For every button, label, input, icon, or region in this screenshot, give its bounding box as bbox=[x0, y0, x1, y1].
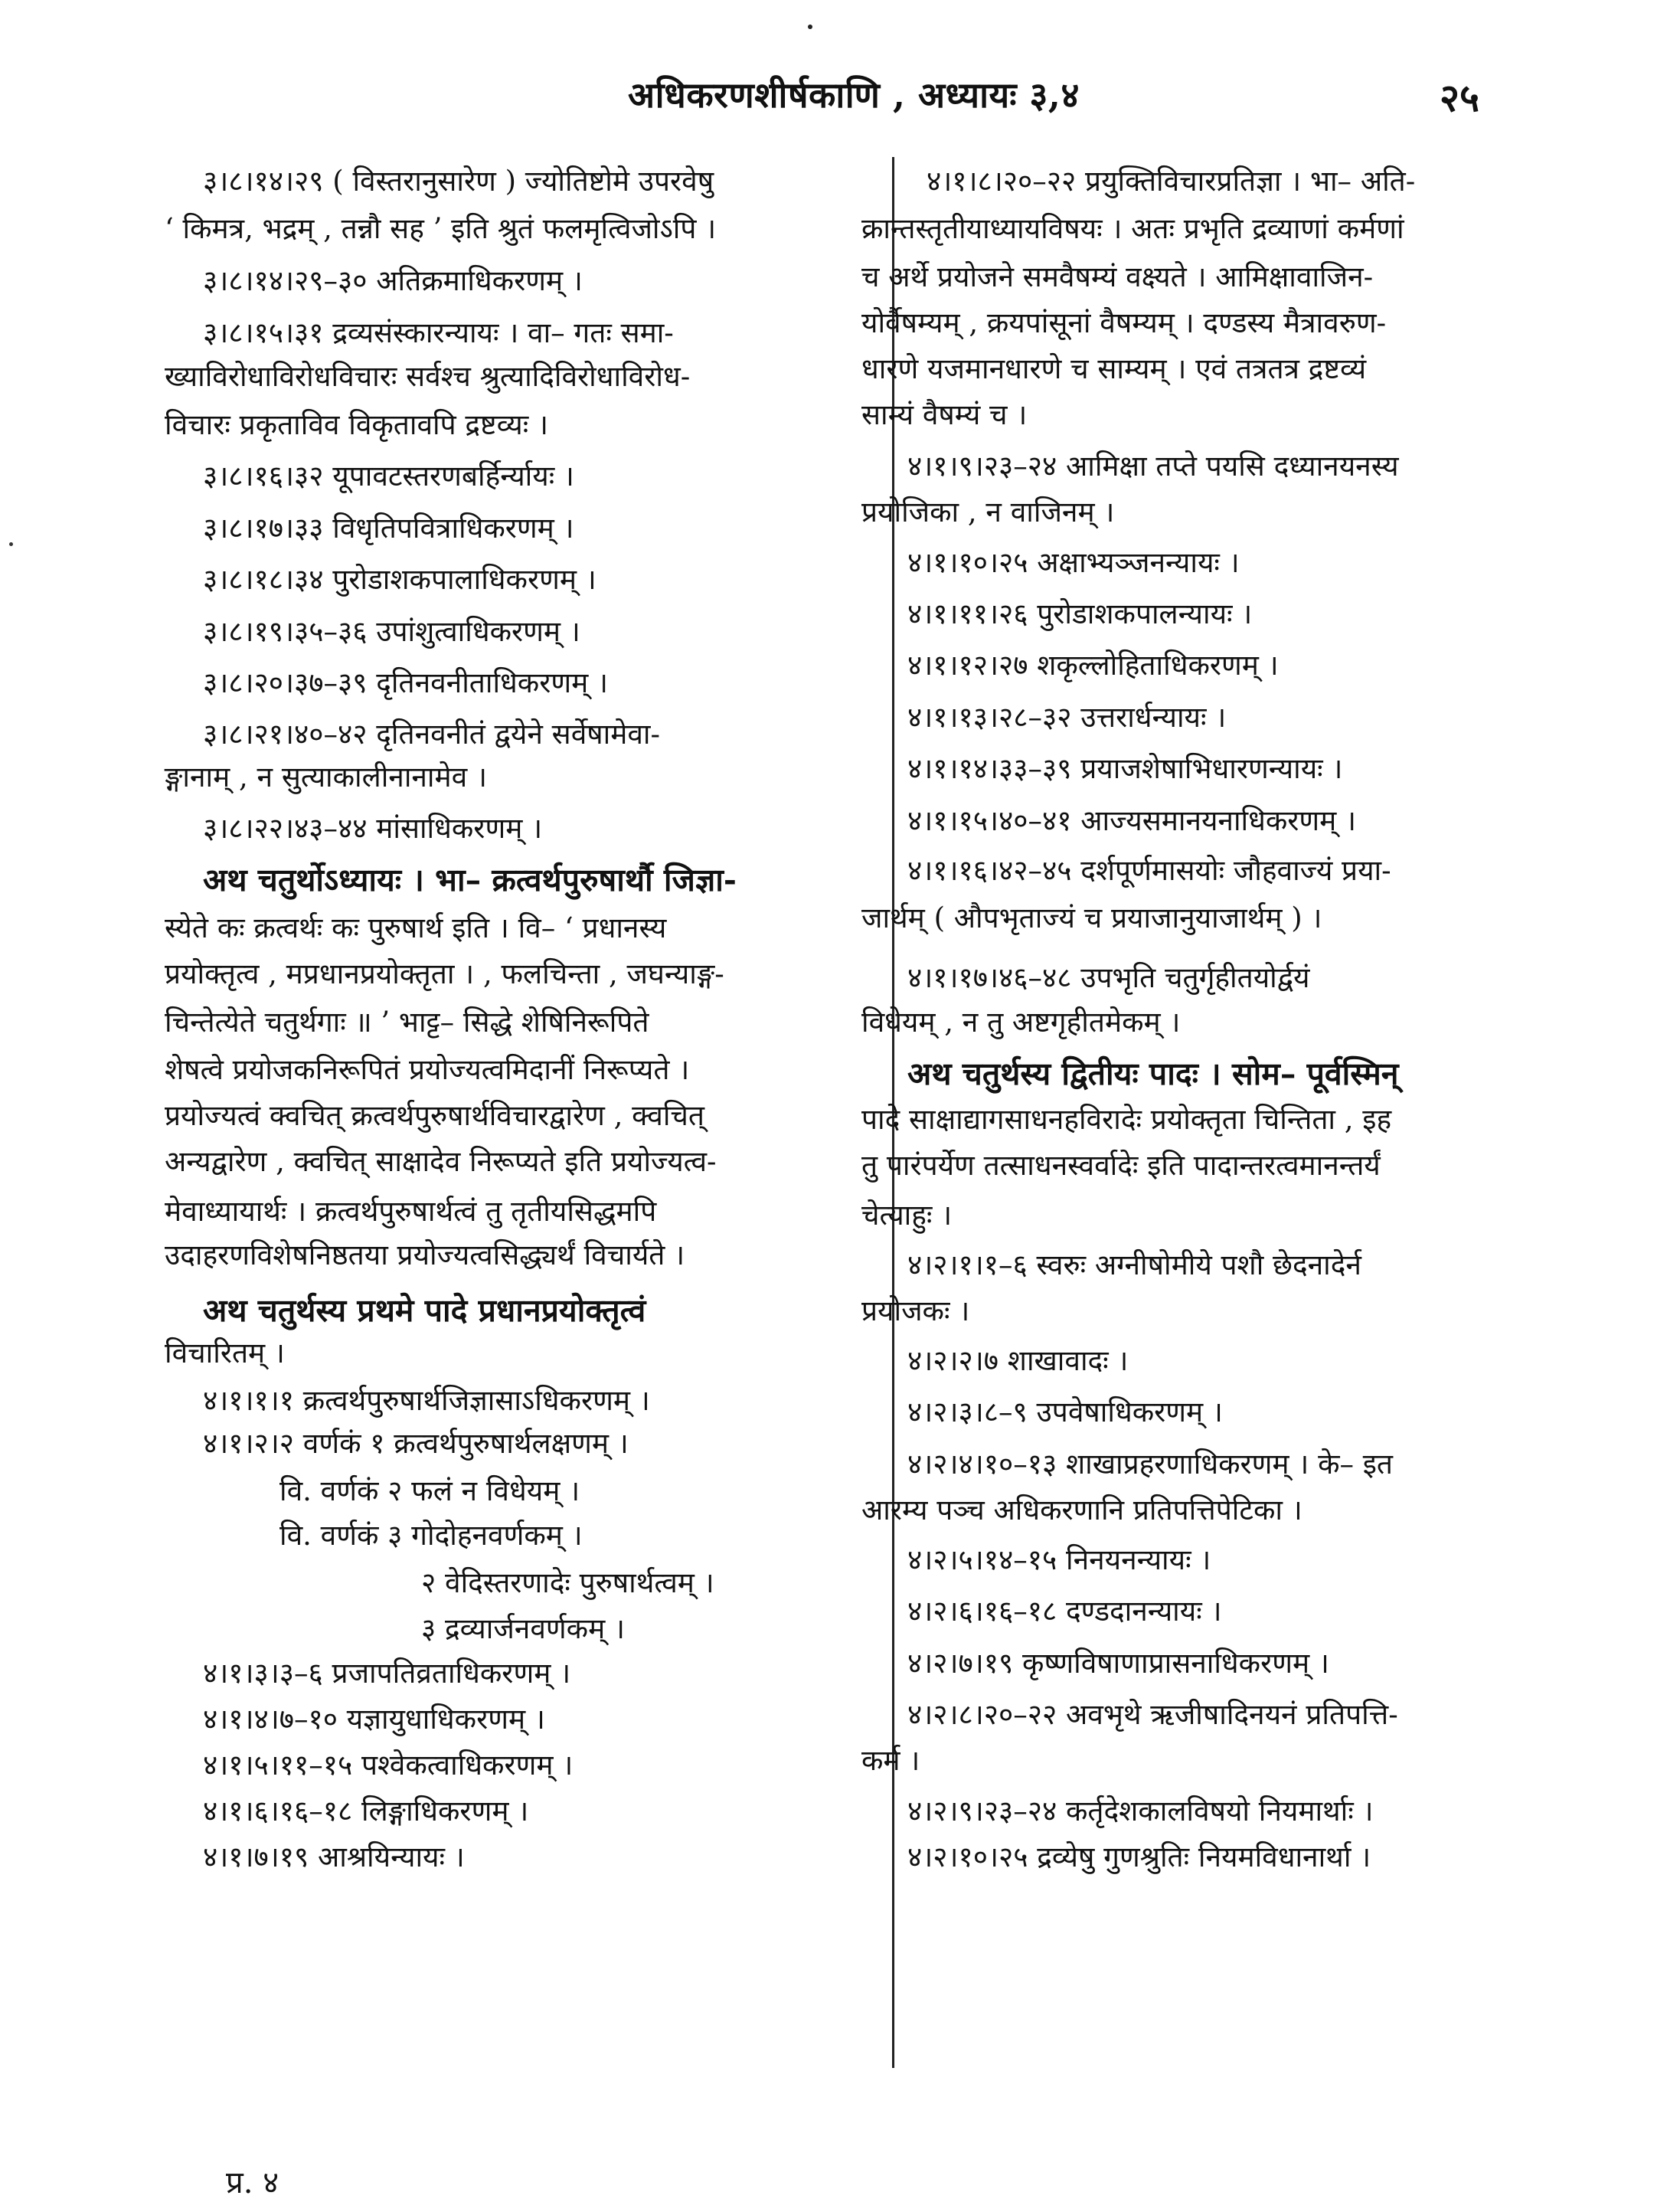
left-column-line: ४।१।४।७–१० यज्ञायुधाधिकरणम् । bbox=[203, 1703, 545, 1736]
left-column-line: ३।८।२१।४०–४२ दृतिनवनीतं द्वयेने सर्वेषामेवा- bbox=[203, 718, 661, 751]
left-column-line: चिन्तेत्येते चतुर्थगाः ॥ ’ भाट्ट– सिद्धे शेषिनिरूपिते bbox=[165, 1006, 649, 1039]
right-column-line: ४।२।३।८–९ उपवेषाधिकरणम् । bbox=[907, 1395, 1223, 1428]
left-column-line: स्येते कः क्रत्वर्थः कः पुरुषार्थ इति । वि– ‘ प्रधानस्य bbox=[165, 911, 667, 944]
right-column-line: च अर्थे प्रयोजने समवैषम्यं वक्ष्यते । आमिक्षावाजिन- bbox=[861, 260, 1374, 293]
left-column-line: ३।८।१९।३५–३६ उपांशुत्वाधिकरणम् । bbox=[203, 615, 580, 648]
left-column-line: उदाहरणविशेषनिष्ठतया प्रयोज्यत्वसिद्ध्यर्थं विचार्यते । bbox=[165, 1238, 685, 1271]
right-column-line: ४।२।४।१०–१३ शाखाप्रहरणाधिकरणम् । के– इत bbox=[907, 1448, 1394, 1481]
left-column-line: ३।८।१४।२९–३० अतिक्रमाधिकरणम् । bbox=[203, 264, 583, 297]
printer-signature-mark: प्र. ४ bbox=[226, 2165, 279, 2200]
left-column-line: ‘ किमत्र, भद्रम् , तन्नौ सह ’ इति श्रुतं फलमृत्विजोऽपि । bbox=[165, 212, 717, 245]
left-column-line: ३।८।१५।३१ द्रव्यसंस्कारन्यायः । वा– गतः समा- bbox=[203, 316, 674, 349]
right-column-line: तु पारंपर्येण तत्साधनस्वर्वादेः इति पादान्तरत्वमानन्तर्यं bbox=[861, 1149, 1381, 1182]
right-column-line: ४।२।५।१४–१५ निनयनन्यायः । bbox=[907, 1543, 1211, 1576]
right-column-line: ४।१।१०।२५ अक्षाभ्यञ्जनन्यायः । bbox=[907, 546, 1240, 579]
right-column-line: प्रयोजकः । bbox=[861, 1294, 970, 1327]
left-column-line: ३।८।१६।३२ यूपावटस्तरणबर्हिर्न्यायः । bbox=[203, 460, 574, 492]
left-column-line: मेवाध्यायार्थः । क्रत्वर्थपुरुषार्थत्वं तु तृतीयसिद्धमपि bbox=[165, 1195, 657, 1228]
print-speck bbox=[808, 25, 812, 29]
left-column-line: ४।१।७।१९ आश्रयिन्यायः । bbox=[203, 1840, 465, 1873]
right-column-line: कर्म । bbox=[861, 1744, 920, 1777]
right-column-line: ४।१।९।२३–२४ आमिक्षा तप्ते पयसि दध्यानयनस्य bbox=[907, 450, 1399, 483]
right-column-line: ४।१।१७।४६–४८ उपभृति चतुर्गृहीतयोर्द्वयं bbox=[907, 961, 1310, 994]
right-column-line: अथ चतुर्थस्य द्वितीयः पादः । सोम– पूर्वस्मिन् bbox=[907, 1055, 1399, 1092]
right-column-line: ४।१।१२।२७ शकृल्लोहिताधिकरणम् । bbox=[907, 649, 1279, 682]
left-column-line: ४।१।५।११–१५ पश्वेकत्वाधिकरणम् । bbox=[203, 1749, 574, 1782]
right-column-line: ४।१।१४।३३–३९ प्रयाजशेषाभिधारणन्यायः । bbox=[907, 752, 1343, 785]
left-column-line: ३।८।२०।३७–३९ दृतिनवनीताधिकरणम् । bbox=[203, 666, 609, 699]
left-column-line: ३ द्रव्यार्जनवर्णकम् । bbox=[421, 1612, 625, 1645]
left-column-line: वि. वर्णकं २ फलं न विधेयम् । bbox=[279, 1474, 580, 1507]
left-column-line: ४।१।६।१६–१८ लिङ्गाधिकरणम् । bbox=[203, 1795, 529, 1827]
right-column-line: आरम्य पञ्च अधिकरणानि प्रतिपत्तिपेटिका । bbox=[861, 1494, 1302, 1526]
right-column-line: प्रयोजिका , न वाजिनम् । bbox=[861, 496, 1115, 528]
margin-speck bbox=[9, 542, 13, 546]
right-column-line: पादे साक्षाद्यागसाधनहविरादेः प्रयोक्तृता चिन्तिता , इह bbox=[861, 1103, 1392, 1136]
left-column-line: अथ चतुर्थोऽध्यायः । भा– क्रत्वर्थपुरुषार्थौ जिज्ञा- bbox=[203, 862, 737, 898]
right-column-line: जार्थम् ( औपभृताज्यं च प्रयाजानुयाजार्थम् ) । bbox=[861, 901, 1322, 934]
right-column-line: ४।२।२।७ शाखावादः । bbox=[907, 1344, 1129, 1377]
right-column-line: ४।२।१०।२५ द्रव्येषु गुणश्रुतिः नियमविधानार्था । bbox=[907, 1840, 1371, 1873]
left-column-line: ३।८।२२।४३–४४ मांसाधिकरणम् । bbox=[203, 812, 543, 845]
right-column-line: ४।२।७।१९ कृष्णविषाणाप्रासनाधिकरणम् । bbox=[907, 1647, 1329, 1680]
right-column-line: चेत्याहुः । bbox=[861, 1199, 953, 1232]
right-column-line: ४।१।१६।४२–४५ दर्शपूर्णमासयोः जौहवाज्यं प्रया- bbox=[907, 854, 1391, 887]
right-column-line: क्रान्तस्तृतीयाध्यायविषयः । अतः प्रभृति द्रव्याणां कर्मणां bbox=[861, 212, 1404, 245]
right-column-line: ४।२।८।२०–२२ अवभृथे ऋजीषादिनयनं प्रतिपत्ति- bbox=[907, 1698, 1398, 1731]
left-column-line: ३।८।१४।२९ ( विस्तरानुसारेण ) ज्योतिष्टोमे उपरवेषु bbox=[203, 165, 714, 198]
left-column-line: अथ चतुर्थस्य प्रथमे पादे प्रधानप्रयोक्तृत्वं bbox=[203, 1292, 646, 1329]
right-column-line: ४।२।१।१–६ स्वरुः अग्नीषोमीये पशौ छेदनादेर्न bbox=[907, 1248, 1361, 1281]
right-column-line: ४।२।६।१६–१८ दण्डदानन्यायः । bbox=[907, 1595, 1222, 1628]
right-column-line: ४।२।९।२३–२४ कर्तृदेशकालविषयो नियमार्थाः । bbox=[907, 1795, 1374, 1827]
running-header-title: अधिकरणशीर्षकाणि , अध्यायः ३,४ bbox=[628, 74, 1080, 116]
right-column-line: धारणे यजमानधारणे च साम्यम् । एवं तत्रतत्र द्रष्टव्यं bbox=[861, 352, 1367, 385]
right-column-line: विधेयम् , न तु अष्टगृहीतमेकम् । bbox=[861, 1006, 1181, 1039]
left-column-line: विचारः प्रकृताविव विकृतावपि द्रष्टव्यः । bbox=[165, 408, 549, 441]
right-column-line: ४।१।१३।२८–३२ उत्तरार्धन्यायः । bbox=[907, 701, 1227, 734]
right-column-line: ४।१।८।२०–२२ प्रयुक्तिविचारप्रतिज्ञा । भा– अति- bbox=[927, 165, 1416, 198]
left-column-line: ३।८।१७।३३ विधृतिपवित्राधिकरणम् । bbox=[203, 512, 574, 545]
right-column-line: योर्वैषम्यम् , क्रयपांसूनां वैषम्यम् । दण्डस्य मैत्रावरुण- bbox=[861, 306, 1387, 339]
left-column-line: ङ्गानाम् , न सुत्याकालीनानामेव । bbox=[165, 761, 487, 793]
left-column-line: विचारितम् । bbox=[165, 1337, 285, 1369]
left-column-line: प्रयोज्यत्वं क्वचित् क्रत्वर्थपुरुषार्थविचारद्वारेण , क्वचित् bbox=[165, 1099, 705, 1132]
left-column-line: प्रयोक्तृत्व , मप्रधानप्रयोक्तृता । , फलचिन्ता , जघन्याङ्ग- bbox=[165, 957, 724, 990]
left-column-line: वि. वर्णकं ३ गोदोहनवर्णकम् । bbox=[279, 1519, 583, 1552]
left-column-line: ४।१।२।२ वर्णकं १ क्रत्वर्थपुरुषार्थलक्षणम् । bbox=[203, 1427, 629, 1460]
page-number: २५ bbox=[1440, 75, 1479, 120]
right-column-line: ४।१।१५।४०–४१ आज्यसमानयनाधिकरणम् । bbox=[907, 804, 1357, 837]
left-column-line: ४।१।३।३–६ प्रजापतिव्रताधिकरणम् । bbox=[203, 1657, 571, 1690]
left-column-line: २ वेदिस्तरणादेः पुरुषार्थत्वम् । bbox=[421, 1566, 714, 1599]
left-column-line: शेषत्वे प्रयोजकनिरूपितं प्रयोज्यत्वमिदानीं निरूप्यते । bbox=[165, 1053, 690, 1086]
left-column-line: ख्याविरोधाविरोधविचारः सर्वश्च श्रुत्यादिविरोधाविरोध- bbox=[165, 360, 691, 393]
right-column-line: साम्यं वैषम्यं च । bbox=[861, 398, 1028, 431]
left-column-line: ३।८।१८।३४ पुरोडाशकपालाधिकरणम् । bbox=[203, 563, 596, 596]
left-column-line: ४।१।१।१ क्रत्वर्थपुरुषार्थजिज्ञासाऽधिकरणम् । bbox=[203, 1384, 650, 1417]
right-column-line: ४।१।११।२६ पुरोडाशकपालन्यायः । bbox=[907, 597, 1253, 630]
left-column-line: अन्यद्वारेण , क्वचित् साक्षादेव निरूप्यते इति प्रयोज्यत्व- bbox=[165, 1145, 717, 1178]
